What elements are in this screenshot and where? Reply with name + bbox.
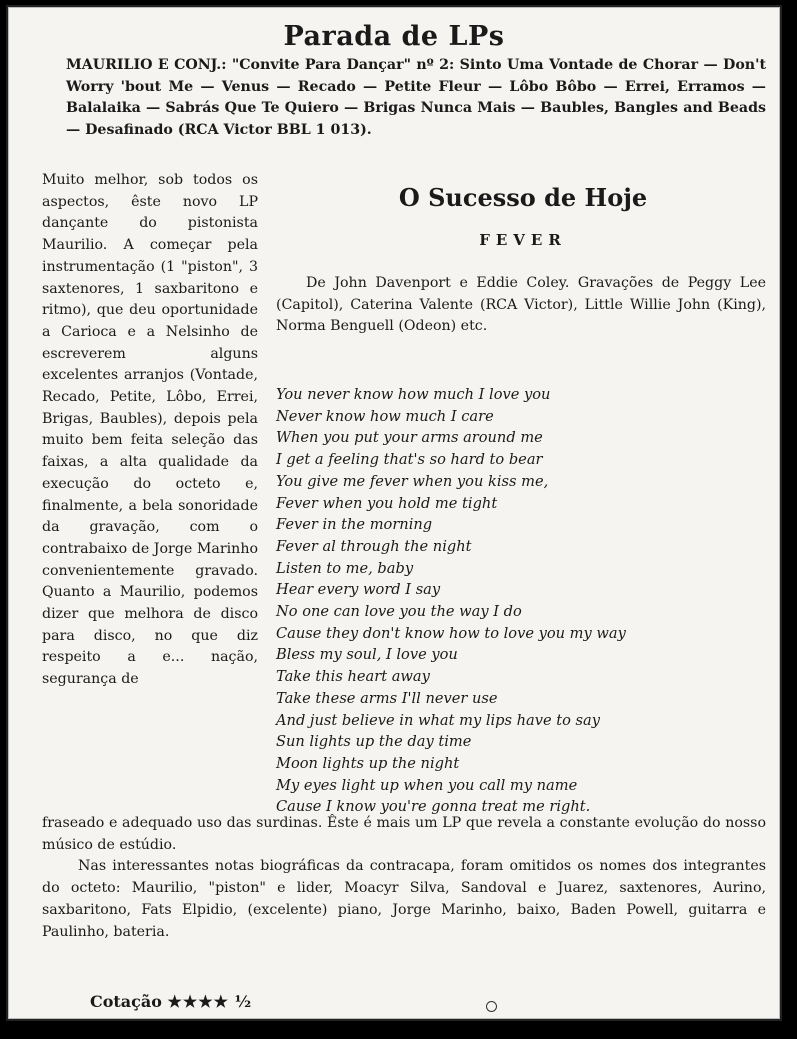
song-title: FEVER xyxy=(479,231,567,249)
lyric-line: When you put your arms around me xyxy=(276,429,543,447)
lyric-line: Fever in the morning xyxy=(276,516,433,534)
rating-fraction: ½ xyxy=(234,992,252,1011)
lyric-line: Sun lights up the day time xyxy=(276,733,472,751)
rating-label: Cotação xyxy=(90,992,162,1011)
song-credits: De John Davenport e Eddie Coley. Gravações de Peggy Lee (Capitol), Caterina Valente (RCA Victor), Little Willie John (King), Norma Benguell (Odeon) etc. xyxy=(276,275,766,335)
continuation-paragraph: fraseado e adequado uso das surdinas. Êste é mais um LP que revela a constante evolução do nosso músico de estúdio. xyxy=(42,815,766,853)
album-header: MAURILIO E CONJ.: "Convite Para Dançar" nº 2: Sinto Uma Vontade de Chorar — Don't Worry 'bout Me — Venus — Recado — Petite Fleur — Lôbo Bôbo — Errei, Erramos — Balalaika — Sabrás Que Te Quiero — Brigas Nunca Mais — Baubles, Bangles and Beads — Desafinado (RCA Victor BBL 1 013). xyxy=(66,57,766,138)
lyric-line: Never know how much I care xyxy=(276,407,494,425)
lyric-line: Moon lights up the night xyxy=(276,754,460,772)
lyric-line: You never know how much I love you xyxy=(276,386,551,403)
end-mark-icon xyxy=(486,1001,497,1012)
lyric-line: No one can love you the way I do xyxy=(276,603,522,621)
lyric-line: You give me fever when you kiss me, xyxy=(276,472,549,490)
review-continuation xyxy=(42,813,766,943)
lyric-line: Cause they don't know how to love you my way xyxy=(276,624,626,642)
review-left-column: Muito melhor, sob todos os aspectos, êste novo LP dançante do pistonista Maurilio. A começar pela instrumentação (1 "piston", 3 saxtenores, 1 saxbaritono e ritmo), que deu oportunidade a Carioca e a Nelsinho de escreverem alguns excelentes arranjos (Vontade, Recado, Petite, Lôbo, Errei, Brigas, Baubles), depois pela muito bem feita seleção das faixas, a alta qualidade da execução do octeto e, finalmente, a bela sonoridade da gravação, com o contrabaixo de Jorge Marinho convenientemente gravado. Quanto a Maurilio, podemos dizer que melhora de disco para disco, no que diz respeito a e... nação, segurança de xyxy=(42,172,258,688)
subsection-title: O Sucesso de Hoje xyxy=(398,183,648,212)
lyric-line: And just believe in what my lips have to say xyxy=(276,711,600,729)
newspaper-clipping xyxy=(6,5,782,1021)
rating xyxy=(90,992,251,1011)
lyric-line: Take these arms I'll never use xyxy=(276,689,498,707)
lyric-line: Fever al through the night xyxy=(276,537,472,555)
rating-stars-icon: ★★★★ xyxy=(167,992,229,1011)
lyric-line: Hear every word I say xyxy=(276,581,441,599)
lyric-line: I get a feeling that's so hard to bear xyxy=(276,451,543,469)
notes-paragraph: Nas interessantes notas biográficas da contracapa, foram omitidos os nomes dos integrantes do octeto: Maurilio, "piston" e lider, Moacyr Silva, Sandoval e Juarez, saxtenores, Aurino, saxbaritono, Fats Elpidio, (excelente) piano, Jorge Marinho, baixo, Baden Powell, guitarra e Paulinho, bateria. xyxy=(42,858,766,940)
lyric-line: My eyes light up when you call my name xyxy=(276,776,578,794)
lyric-line: Listen to me, baby xyxy=(276,559,414,577)
lyric-line: Fever when you hold me tight xyxy=(276,494,498,512)
article-title: Parada de LPs xyxy=(283,21,505,52)
lyric-line: Bless my soul, I love you xyxy=(276,646,458,664)
lyric-line: Cause I know you're gonna treat me right. xyxy=(276,798,591,816)
lyrics-list xyxy=(276,384,770,818)
lyric-line: Take this heart away xyxy=(276,668,430,686)
